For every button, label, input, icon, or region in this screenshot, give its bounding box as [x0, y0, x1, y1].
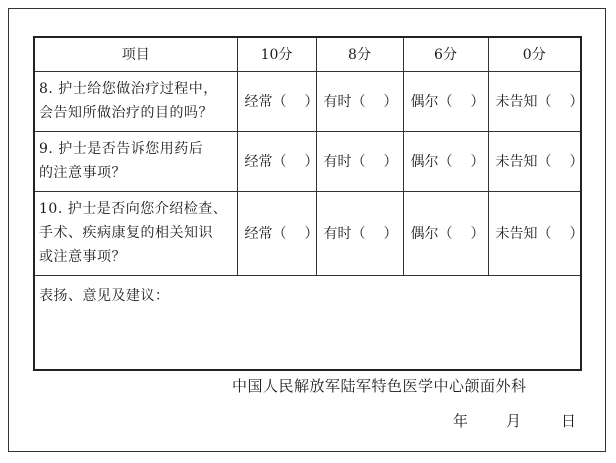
table-row	[34, 131, 581, 191]
option-sometimes[interactable]: 有时（ ）	[316, 191, 403, 275]
header-score-6: 6分	[403, 37, 488, 71]
option-often[interactable]: 经常（ ）	[237, 71, 316, 131]
date-month-label: 月	[506, 412, 522, 430]
date-year-label: 年	[453, 412, 469, 430]
question-line: 10. 护士是否向您介绍检查、	[39, 201, 228, 217]
table-row	[34, 71, 581, 131]
satisfaction-survey-table	[33, 36, 582, 371]
comment-area[interactable]	[34, 275, 581, 370]
header-item: 项目	[34, 37, 237, 71]
date-line	[453, 410, 576, 431]
question-line: 或注意事项？	[39, 249, 126, 265]
table-row	[34, 191, 581, 275]
option-occasionally[interactable]: 偶尔（ ）	[403, 71, 488, 131]
option-sometimes[interactable]: 有时（ ）	[316, 131, 403, 191]
question-line: 手术、疾病康复的相关知识	[39, 225, 213, 241]
question-9	[34, 131, 237, 191]
option-not-informed[interactable]: 未告知（ ）	[488, 131, 581, 191]
option-often[interactable]: 经常（ ）	[237, 191, 316, 275]
question-line: 9. 护士是否告诉您用药后	[39, 141, 204, 157]
comment-row	[34, 275, 581, 370]
header-score-0: 0分	[488, 37, 581, 71]
date-day-label: 日	[561, 412, 577, 430]
header-score-8: 8分	[316, 37, 403, 71]
question-line: 8. 护士给您做治疗过程中，	[39, 81, 218, 97]
option-not-informed[interactable]: 未告知（ ）	[488, 71, 581, 131]
question-line: 会告知所做治疗的目的吗？	[39, 105, 213, 121]
comment-label: 表扬、意见及建议：	[39, 287, 170, 304]
header-score-10: 10分	[237, 37, 316, 71]
table-header-row	[34, 37, 581, 71]
hospital-department: 中国人民解放军陆军特色医学中心颌面外科	[232, 377, 527, 395]
option-often[interactable]: 经常（ ）	[237, 131, 316, 191]
option-sometimes[interactable]: 有时（ ）	[316, 71, 403, 131]
question-line: 的注意事项？	[39, 165, 126, 181]
option-occasionally[interactable]: 偶尔（ ）	[403, 191, 488, 275]
option-occasionally[interactable]: 偶尔（ ）	[403, 131, 488, 191]
option-not-informed[interactable]: 未告知（ ）	[488, 191, 581, 275]
question-10	[34, 191, 237, 275]
question-8	[34, 71, 237, 131]
